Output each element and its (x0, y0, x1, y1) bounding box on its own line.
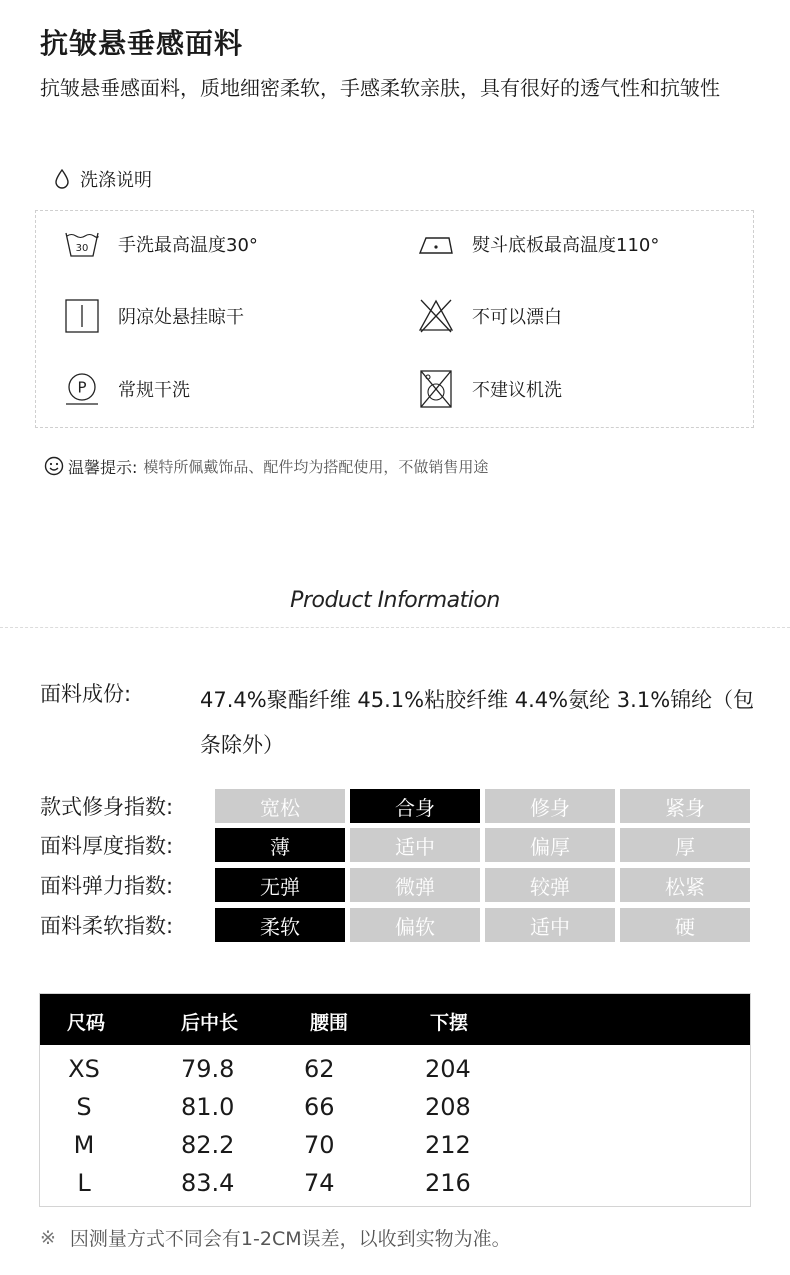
table-cell: 66 (304, 1093, 335, 1121)
index-option: 厚 (620, 828, 750, 862)
no-bleach-icon (416, 296, 456, 336)
index-option: 偏软 (350, 908, 480, 942)
product-info-title: Product Information (290, 588, 500, 613)
index-row (40, 907, 755, 943)
index-option: 宽松 (215, 789, 345, 823)
reference-mark-icon: ※ (40, 1226, 56, 1249)
header-cell: 腰围 (310, 1012, 349, 1034)
table-cell: 82.2 (181, 1131, 235, 1159)
care-text: 常规干洗 (118, 380, 190, 401)
table-cell: 216 (425, 1169, 471, 1197)
table-row (40, 1088, 750, 1126)
measurement-note (40, 1224, 511, 1251)
wash-temp-text: 30 (75, 243, 89, 254)
care-text: 不可以漂白 (472, 307, 562, 328)
index-row-label: 款式修身指数: (40, 795, 174, 819)
table-cell: 83.4 (181, 1169, 235, 1197)
care-heading (54, 166, 152, 192)
hand-wash-30-icon (62, 224, 102, 264)
care-item-no-bleach (416, 296, 562, 336)
index-option-selected: 柔软 (215, 908, 345, 942)
index-option: 硬 (620, 908, 750, 942)
index-option: 适中 (485, 908, 615, 942)
fabric-composition-value: 47.4%聚酯纤维 45.1%粘胶纤维 4.4%氨纶 3.1%锦纶（包条除外） (200, 688, 755, 757)
table-cell: L (77, 1169, 91, 1197)
header-cell: 后中长 (181, 1012, 239, 1034)
table-row (40, 1050, 750, 1088)
table-cell: 204 (425, 1055, 471, 1083)
page-title: 抗皱悬垂感面料 (40, 27, 244, 60)
size-table-header (40, 994, 750, 1045)
table-cell: 62 (304, 1055, 335, 1083)
index-row-label: 面料厚度指数: (40, 834, 174, 858)
note-text: 因测量方式不同会有1-2CM误差，以收到实物为准。 (69, 1228, 511, 1250)
no-machine-wash-icon (416, 369, 456, 409)
index-option: 适中 (350, 828, 480, 862)
index-option: 修身 (485, 789, 615, 823)
table-cell: 81.0 (181, 1093, 235, 1121)
index-option-selected: 合身 (350, 789, 480, 823)
care-item-dry-clean (62, 369, 190, 409)
care-heading-label: 洗涤说明 (80, 170, 152, 191)
index-option: 微弹 (350, 868, 480, 902)
line-dry-shade-icon (62, 296, 102, 336)
table-row (40, 1164, 750, 1202)
header-cell: 下摆 (430, 1012, 469, 1034)
table-cell: 70 (304, 1131, 335, 1159)
care-item-iron (416, 224, 659, 264)
index-row (40, 867, 755, 903)
index-option-selected: 薄 (215, 828, 345, 862)
tip-label: 温馨提示: (68, 457, 138, 477)
table-cell: XS (68, 1055, 100, 1083)
table-cell: S (76, 1093, 92, 1121)
index-row-label: 面料弹力指数: (40, 874, 174, 898)
table-cell: 208 (425, 1093, 471, 1121)
care-text: 阴凉处悬挂晾干 (118, 307, 244, 328)
care-item-line-dry (62, 296, 244, 336)
index-option: 松紧 (620, 868, 750, 902)
index-option: 较弹 (485, 868, 615, 902)
warm-tip (44, 454, 488, 478)
care-item-hand-wash (62, 224, 258, 264)
index-row (40, 788, 755, 824)
iron-110-icon (416, 224, 456, 264)
table-cell: 74 (304, 1169, 335, 1197)
dry-clean-p-icon (62, 369, 102, 409)
table-cell: 79.8 (181, 1055, 235, 1083)
water-drop-icon (54, 169, 70, 189)
fabric-composition-label: 面料成份: (40, 682, 132, 706)
size-table (39, 993, 751, 1207)
index-option: 紧身 (620, 789, 750, 823)
care-text: 熨斗底板最高温度110° (472, 235, 660, 256)
table-cell: 212 (425, 1131, 471, 1159)
index-row (40, 827, 755, 863)
care-instructions-box (35, 210, 754, 428)
fabric-description: 抗皱悬垂感面料，质地细密柔软，手感柔软亲肤，具有很好的透气性和抗皱性 (40, 76, 720, 100)
tip-text: 模特所佩戴饰品、配件均为搭配使用，不做销售用途 (143, 457, 489, 476)
divider (0, 627, 790, 628)
smiley-icon (44, 456, 64, 476)
care-text: 手洗最高温度30° (118, 235, 258, 256)
index-option: 偏厚 (485, 828, 615, 862)
care-text: 不建议机洗 (472, 380, 562, 401)
table-cell: M (73, 1131, 95, 1159)
header-cell: 尺码 (67, 1012, 106, 1034)
dryclean-letter: P (77, 378, 87, 397)
table-row (40, 1126, 750, 1164)
care-item-no-machine-wash (416, 369, 562, 409)
index-row-label: 面料柔软指数: (40, 914, 174, 938)
index-option-selected: 无弹 (215, 868, 345, 902)
